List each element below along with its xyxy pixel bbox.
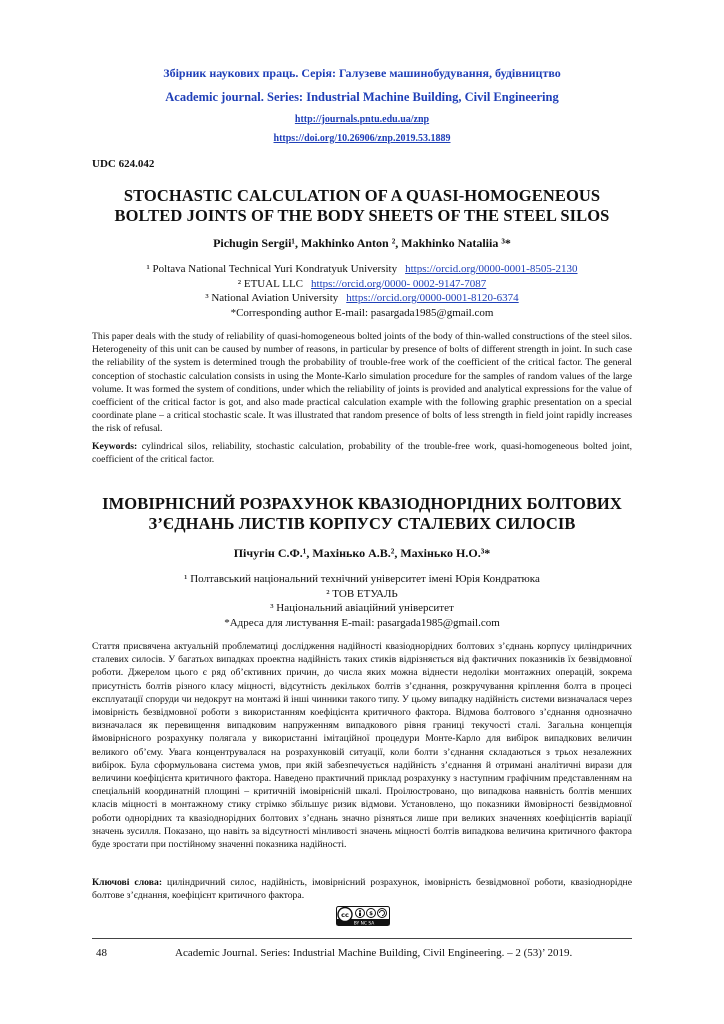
corresponding-author-ua: *Адреса для листування E-mail: pasargada1985@gmail.com xyxy=(224,616,500,629)
affiliation-en-1 xyxy=(0,262,724,277)
journal-title-ua: Збірник наукових праць. Серія: Галузеве машинобудування, будівництво xyxy=(163,66,561,80)
license-cc-mark: cc xyxy=(341,911,349,919)
title-ua-line-2: З’ЄДНАНЬ ЛИСТІВ КОРПУСУ СТАЛЕВИХ СИЛОСІВ xyxy=(148,514,576,533)
orcid-link-3[interactable]: https://orcid.org/0000-0001-8120-6374 xyxy=(346,292,519,304)
affiliation-ua-3: ³ Національний авіаційний університет xyxy=(270,602,454,614)
affiliations-en xyxy=(0,262,724,320)
keywords-en-label: Keywords: xyxy=(92,441,138,452)
keywords-en xyxy=(92,440,632,466)
authors-ua: Пічугін С.Ф.¹, Махінько А.В.², Махінько Н.О.³* xyxy=(233,546,491,560)
affiliation-ua-1: ¹ Полтавський національний технічний університет імені Юрія Кондратюка xyxy=(184,573,540,585)
udc-code: UDC 624.042 xyxy=(92,158,155,170)
affiliation-en-2 xyxy=(0,277,724,292)
keywords-en-text: cylindrical silos, reliability, stochastic calculation, probability of the trouble-free work, quasi-homogeneous bolted joint, coefficient of the critical factor. xyxy=(92,441,632,465)
affiliation-en-3 xyxy=(0,291,724,306)
affiliations-ua xyxy=(0,572,724,630)
svg-text:$: $ xyxy=(369,911,373,918)
abstract-ua: Стаття присвячена актуальній проблематиці дослідження надійності квазіоднорідних болтових з’єднань корпусу циліндричних сталевих силосів. У багатьох випадках проектна надійність таких стиків відрізняється від фактичних показників їх безвідмовної роботи. Джерелом цього є ряд об’єктивних причин, до числа яких можна віднести недоліки монтажних операцій, зокрема присутність болтів різного класу міцності, відсутність декількох болтів з’єднання, розкручування кріплення болта в процесі експлуатації споруди чи недокрут на монтажі й інші чинники такого типу. У цьому випадку надійність системи визначалася через імовірність безвідмовної роботи з використанням коефіцієнта критичного фактора. Відмова болтового з’єднання однозначно визначалася як перевищення випадковим напруженням випадкового рівня границі текучості сталі. Загальна концепція ймовірнісного розрахунку полягала у використанні імітаційної процедури Монте-Карло для вибірок випадкових величин великого об’єму. Увага концентрувалася на розрахунковій ситуації, коли болти з’єднання складаються з трьох незалежних вибірок. Була сформульована система умов, при якій забезпечується надійність з’єднання й отримані аналітичні вирази для величини коефіцієнта критичного фактора. Наведено практичний приклад розрахунку з наступним графічним представленням на спеціальній координатній площині – критичній імовірнісній шкалі. Проілюстровано, що випадкова наявність болтів менших класів міцності в монтажному стику стрімко збільшує ризик відмови. Установлено, що показники ймовірності безвідмовної роботи однорідних та квазіоднорідних болтових з’єднань значно різняться лише при великих значеннях коефіцієнтів варіації значень зусилля. Показано, що навіть за відсутності мінливості значень міцності болтів випадкова величина критичного фактора буде зростати при постійному значенні показника надійності. xyxy=(92,641,632,851)
doi-link[interactable]: https://doi.org/10.26906/znp.2019.53.1889 xyxy=(273,133,451,144)
title-en xyxy=(80,186,644,226)
title-ua xyxy=(80,494,644,534)
license-badge-graphic xyxy=(336,906,390,926)
footer-divider xyxy=(92,938,632,939)
keywords-ua-label: Ключові слова: xyxy=(92,877,163,888)
abstract-en: This paper deals with the study of reliability of quasi-homogeneous bolted joints of the body of thin-walled constructions of the steel silos. Heterogeneity of this unit can be caused by number of reasons, in particular by presence of bolts of different strength in joint. In such case the reliability of the system is determined trough the probability of trouble-free work of the coefficient of the critical factor. The general conception of stochastic calculation consists in using the Monte-Karlo simulation procedure for the samples of random values of the large volume. It was formed the system of conditions, under which the reliability of joints is provided and analytical expressions for the value of coefficient of the critical factor is got, and also made practical calculation example with the following graphic presentation on a special coordinate plane – a critical stochastic scale. It was illustrated that random presence of bolts of less strength in field joint rapidly increases the risk of refusal. xyxy=(92,331,632,435)
affiliation-en-2-name: ² ETUAL LLC xyxy=(237,277,304,290)
keywords-ua-text: циліндричний силос, надійність, імовірнісний розрахунок, імовірність безвідмовної роботи, квазіоднорідне болтове з’єднання, коефіцієнт критичного фактора. xyxy=(92,877,633,901)
affiliation-en-1-name: ¹ Poltava National Technical Yuri Kondratyuk University xyxy=(146,263,398,275)
authors-en: Pichugin Sergii¹, Makhinko Anton ², Makhinko Nataliia ³* xyxy=(213,236,511,250)
keywords-ua xyxy=(92,876,632,902)
journal-url-link[interactable]: http://journals.pntu.edu.ua/znp xyxy=(294,114,430,125)
title-en-line-2: BOLTED JOINTS OF THE BODY SHEETS OF THE STEEL SILOS xyxy=(114,206,610,225)
cc-by-nc-sa-icon[interactable] xyxy=(336,906,390,926)
title-en-line-1: STOCHASTIC CALCULATION OF A QUASI-HOMOGENEOUS xyxy=(123,186,601,205)
title-ua-line-1: ІМОВІРНІСНИЙ РОЗРАХУНОК КВАЗІОДНОРІДНИХ БОЛТОВИХ xyxy=(102,494,622,513)
orcid-link-1[interactable]: https://orcid.org/0000-0001-8505-2130 xyxy=(405,263,578,275)
page-number: 48 xyxy=(96,947,107,959)
footer-journal-text: Academic Journal. Series: Industrial Machine Building, Civil Engineering. – 2 (53)’ 2019. xyxy=(175,947,573,959)
journal-title-en: Academic journal. Series: Industrial Machine Building, Civil Engineering xyxy=(165,90,559,104)
affiliation-ua-2: ² ТОВ ЕТУАЛЬ xyxy=(326,587,398,600)
corresponding-author-en: *Corresponding author E-mail: pasargada1985@gmail.com xyxy=(230,306,494,319)
affiliation-en-3-name: ³ National Aviation University xyxy=(205,292,339,304)
license-caption: BY NC SA xyxy=(353,921,375,926)
orcid-link-2[interactable]: https://orcid.org/0000- 0002-9147-7087 xyxy=(311,277,487,290)
